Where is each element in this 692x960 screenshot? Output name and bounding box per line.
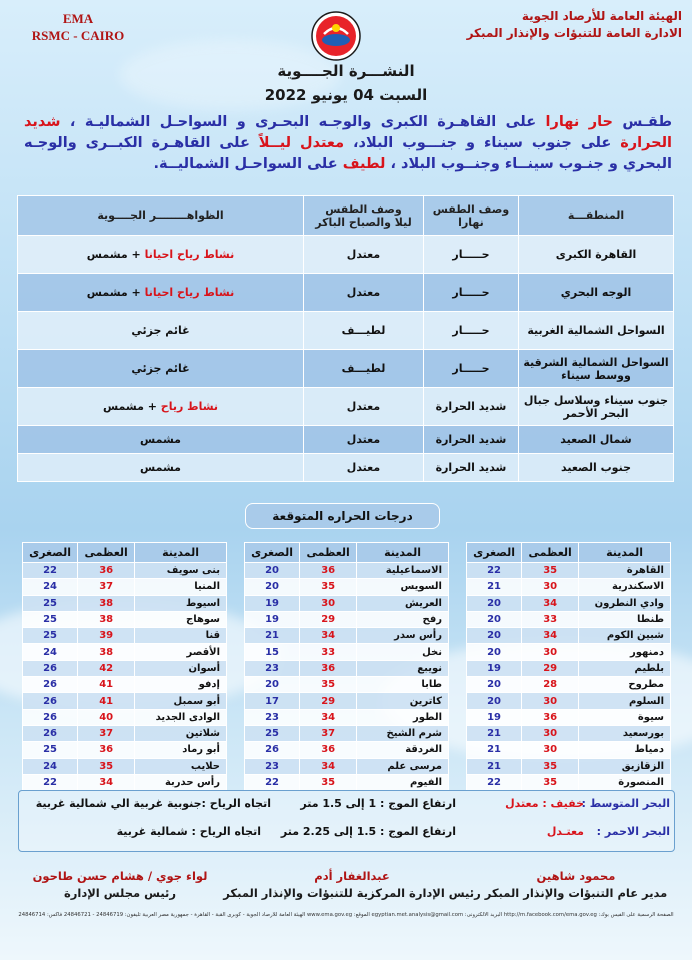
summary-highlight: حار نهارا xyxy=(545,114,613,130)
city-min-temp: 21 xyxy=(467,742,522,758)
col-header-city: المدينة xyxy=(579,543,671,563)
cell-day: شديد الحرارة xyxy=(424,426,519,454)
city-name: مرسى علم xyxy=(357,758,449,774)
col-header-region: المنطقـــة xyxy=(519,196,674,236)
temps-header-row xyxy=(467,543,671,563)
city-name: طنطا xyxy=(579,611,671,627)
city-max-temp: 34 xyxy=(522,595,579,611)
city-name: أبو سمبل xyxy=(135,693,227,709)
table-row xyxy=(18,454,674,482)
header-rsmc: RSMC - CAIRO xyxy=(31,28,125,43)
city-max-temp: 34 xyxy=(78,774,135,790)
city-name: المنيا xyxy=(135,579,227,595)
sea-wind-red: اتجاه الرياح : شمالية غربية xyxy=(116,825,261,838)
header-authority: الهيئة العامة للأرصاد الجوية xyxy=(521,9,682,23)
city-min-temp: 19 xyxy=(245,611,300,627)
city-min-temp: 20 xyxy=(467,628,522,644)
cell-night: لطيـــف xyxy=(304,312,424,350)
cell-day: حـــــار xyxy=(424,312,519,350)
summary-text: على السواحـل الشماليــة. xyxy=(153,156,343,172)
cell-day: حـــــار xyxy=(424,274,519,312)
sea-state-med: خفيف : معتدل xyxy=(505,797,584,810)
city-min-temp: 20 xyxy=(467,677,522,693)
city-row xyxy=(245,774,449,790)
sea-row-mediterranean xyxy=(19,797,676,823)
cell-phenomena xyxy=(18,426,304,454)
temps-table-left xyxy=(22,542,227,791)
city-min-temp: 25 xyxy=(23,742,78,758)
city-name: بنى سويف xyxy=(135,563,227,579)
city-row xyxy=(245,660,449,676)
city-min-temp: 19 xyxy=(245,595,300,611)
table-row xyxy=(18,274,674,312)
signature-block xyxy=(476,868,676,902)
city-max-temp: 41 xyxy=(78,677,135,693)
city-max-temp: 36 xyxy=(300,742,357,758)
city-max-temp: 39 xyxy=(78,628,135,644)
summary-text: على القاهـرة الكبرى والوجـه البحـرى و السواحـل الشماليـة ، xyxy=(60,114,546,130)
cell-day: شديد الحرارة xyxy=(424,388,519,426)
summary-highlight: شديد الحرارة xyxy=(24,114,673,151)
city-name: الوادى الجديد xyxy=(135,709,227,725)
city-min-temp: 19 xyxy=(467,709,522,725)
city-max-temp: 28 xyxy=(522,677,579,693)
city-name: الفيوم xyxy=(357,774,449,790)
city-row xyxy=(23,579,227,595)
weather-summary xyxy=(24,112,672,175)
city-max-temp: 38 xyxy=(78,595,135,611)
city-min-temp: 15 xyxy=(245,644,300,660)
city-min-temp: 20 xyxy=(467,611,522,627)
sea-name-red: البحر الاحمر : xyxy=(596,825,670,838)
city-name: شرم الشيخ xyxy=(357,725,449,741)
city-max-temp: 37 xyxy=(78,579,135,595)
city-row xyxy=(467,677,671,693)
temps-header-row xyxy=(245,543,449,563)
city-min-temp: 22 xyxy=(23,563,78,579)
col-header-max: العظمى xyxy=(78,543,135,563)
city-min-temp: 21 xyxy=(467,725,522,741)
city-name: شبين الكوم xyxy=(579,628,671,644)
city-min-temp: 21 xyxy=(245,628,300,644)
city-name: سوهاج xyxy=(135,611,227,627)
city-max-temp: 35 xyxy=(522,774,579,790)
city-max-temp: 29 xyxy=(300,693,357,709)
bulletin-date: السبت 04 يونيو 2022 xyxy=(264,86,428,104)
city-name: المنصورة xyxy=(579,774,671,790)
city-min-temp: 22 xyxy=(23,774,78,790)
phenomena-text: مشمس xyxy=(86,248,128,261)
city-row xyxy=(23,563,227,579)
city-name: الغردقة xyxy=(357,742,449,758)
city-max-temp: 35 xyxy=(522,758,579,774)
city-min-temp: 25 xyxy=(245,725,300,741)
city-max-temp: 30 xyxy=(522,742,579,758)
city-row xyxy=(23,677,227,693)
summary-highlight: لطيف xyxy=(342,156,386,172)
city-name: أبو رماد xyxy=(135,742,227,758)
city-min-temp: 20 xyxy=(467,693,522,709)
city-row xyxy=(245,677,449,693)
cell-phenomena xyxy=(18,236,304,274)
city-name: إدفو xyxy=(135,677,227,693)
city-max-temp: 40 xyxy=(78,709,135,725)
city-row xyxy=(23,742,227,758)
header-ema: EMA xyxy=(62,11,94,26)
city-name: السلوم xyxy=(579,693,671,709)
cell-region: القاهرة الكبرى xyxy=(519,236,674,274)
cell-night: معتدل xyxy=(304,388,424,426)
city-row xyxy=(245,579,449,595)
city-min-temp: 21 xyxy=(467,579,522,595)
city-name: أسوان xyxy=(135,660,227,676)
city-row xyxy=(467,742,671,758)
col-header-min: الصغرى xyxy=(467,543,522,563)
signature-name: محمود شاهين xyxy=(536,869,616,883)
sea-state-red: معتـدل xyxy=(546,825,584,838)
temps-table-middle xyxy=(244,542,449,791)
col-header-city: المدينة xyxy=(357,543,449,563)
summary-text: على جنوب سيناء و جنـــوب البلاد، xyxy=(344,135,621,151)
temps-header-row xyxy=(23,543,227,563)
city-row xyxy=(23,774,227,790)
city-min-temp: 22 xyxy=(467,563,522,579)
city-max-temp: 30 xyxy=(300,595,357,611)
city-row xyxy=(23,611,227,627)
city-name: دمياط xyxy=(579,742,671,758)
city-min-temp: 22 xyxy=(245,774,300,790)
sea-wave-med: ارتفاع الموج : 1 إلى 1.5 متر xyxy=(300,797,456,810)
cell-phenomena xyxy=(18,274,304,312)
city-row xyxy=(23,725,227,741)
city-max-temp: 35 xyxy=(300,677,357,693)
city-name: دمنهور xyxy=(579,644,671,660)
city-min-temp: 20 xyxy=(245,677,300,693)
col-header-night-line1: وصف الطقس xyxy=(325,202,402,216)
cell-region: السواحل الشمالية الغربية xyxy=(519,312,674,350)
city-row xyxy=(245,644,449,660)
cell-region: الوجه البحري xyxy=(519,274,674,312)
city-max-temp: 36 xyxy=(300,660,357,676)
city-max-temp: 34 xyxy=(522,628,579,644)
city-name: طابا xyxy=(357,677,449,693)
col-header-min: الصغرى xyxy=(245,543,300,563)
cell-phenomena xyxy=(18,312,304,350)
city-name: القاهرة xyxy=(579,563,671,579)
col-header-max: العظمى xyxy=(300,543,357,563)
col-header-min: الصغرى xyxy=(23,543,78,563)
city-max-temp: 30 xyxy=(522,644,579,660)
table-row xyxy=(18,350,674,388)
footer-contact: الصفحة الرسمية على الفيس بوك: http://m.facebook.com/ema.gov.eg البريد الالكترونى: egyptian.met.analysis@gmail.com الموقع: www.ema.gov.eg الهيئة العامة للأرصاد الجوية - كوبرى القبة - القاهرة - جمهورية مصر العربية تليفون: 24846719 - 24846721 فاكس: 24846714 xyxy=(18,912,674,918)
city-row xyxy=(245,628,449,644)
city-row xyxy=(23,758,227,774)
summary-highlight: معتدل ليــلاً xyxy=(258,135,345,151)
city-min-temp: 20 xyxy=(245,563,300,579)
table-row xyxy=(18,388,674,426)
city-row xyxy=(245,725,449,741)
header-org-ar xyxy=(467,8,682,42)
city-min-temp: 23 xyxy=(245,758,300,774)
col-header-night xyxy=(304,196,424,236)
phenomena-text: غائم جزئي xyxy=(131,324,190,337)
city-row xyxy=(467,611,671,627)
city-min-temp: 24 xyxy=(23,579,78,595)
cell-day: شديد الحرارة xyxy=(424,454,519,482)
cell-day: حـــــار xyxy=(424,236,519,274)
city-row xyxy=(23,693,227,709)
city-max-temp: 42 xyxy=(78,660,135,676)
signature-title: مدير عام التنبؤات والإنذار المبكر xyxy=(484,886,668,900)
city-max-temp: 36 xyxy=(78,563,135,579)
city-row xyxy=(467,595,671,611)
table-header-row xyxy=(18,196,674,236)
city-name: رأس سدر xyxy=(357,628,449,644)
city-name: حلايب xyxy=(135,758,227,774)
city-max-temp: 37 xyxy=(78,725,135,741)
city-min-temp: 19 xyxy=(467,660,522,676)
city-min-temp: 21 xyxy=(467,758,522,774)
cell-region: جنوب الصعيد xyxy=(519,454,674,482)
city-min-temp: 26 xyxy=(23,677,78,693)
summary-text: على القاهـرة الكبــرى والوجـه البحري و جنـوب سينــاء وجنــوب البلاد ، xyxy=(24,135,672,172)
col-header-phenomena: الظواهــــــــر الجــــوية xyxy=(18,196,304,236)
table-row xyxy=(18,312,674,350)
cell-phenomena xyxy=(18,388,304,426)
city-max-temp: 41 xyxy=(78,693,135,709)
city-max-temp: 34 xyxy=(300,628,357,644)
city-min-temp: 24 xyxy=(23,758,78,774)
city-row xyxy=(467,579,671,595)
temps-table-right xyxy=(466,542,671,791)
city-row xyxy=(23,709,227,725)
regional-forecast-table xyxy=(17,195,674,482)
cell-phenomena xyxy=(18,350,304,388)
city-max-temp: 38 xyxy=(78,611,135,627)
city-max-temp: 35 xyxy=(300,774,357,790)
city-name: سيوة xyxy=(579,709,671,725)
city-row xyxy=(245,611,449,627)
city-row xyxy=(245,563,449,579)
city-max-temp: 30 xyxy=(522,693,579,709)
city-row xyxy=(467,709,671,725)
city-row xyxy=(245,595,449,611)
city-max-temp: 35 xyxy=(522,563,579,579)
city-min-temp: 23 xyxy=(245,709,300,725)
city-row xyxy=(23,644,227,660)
city-min-temp: 20 xyxy=(467,644,522,660)
city-max-temp: 36 xyxy=(300,563,357,579)
city-max-temp: 34 xyxy=(300,709,357,725)
temps-caption: درجات الحراره المتوقعة xyxy=(245,503,440,529)
cell-night: معتدل xyxy=(304,236,424,274)
table-row xyxy=(18,236,674,274)
cell-phenomena xyxy=(18,454,304,482)
city-min-temp: 25 xyxy=(23,611,78,627)
city-max-temp: 36 xyxy=(522,709,579,725)
cell-region: جنوب سيناء وسلاسل جبال البحر الأحمر xyxy=(519,388,674,426)
cell-night: لطيـــف xyxy=(304,350,424,388)
city-max-temp: 29 xyxy=(522,660,579,676)
phenomena-warning: نشاط رياح احيانا xyxy=(144,248,235,261)
city-row xyxy=(245,709,449,725)
phenomena-text: غائم جزئي xyxy=(131,362,190,375)
city-row xyxy=(467,693,671,709)
cell-night: معتدل xyxy=(304,426,424,454)
city-min-temp: 25 xyxy=(23,595,78,611)
phenomena-text: مشمس xyxy=(140,433,181,446)
city-row xyxy=(245,758,449,774)
city-min-temp: 22 xyxy=(467,774,522,790)
city-row xyxy=(467,774,671,790)
city-max-temp: 35 xyxy=(78,758,135,774)
city-name: بلطيم xyxy=(579,660,671,676)
col-header-day: وصف الطقس نهارا xyxy=(424,196,519,236)
col-header-city: المدينة xyxy=(135,543,227,563)
phenomena-plus: + xyxy=(143,400,161,413)
col-header-max: العظمى xyxy=(522,543,579,563)
city-max-temp: 29 xyxy=(300,611,357,627)
city-name: السويس xyxy=(357,579,449,595)
city-name: نويبع xyxy=(357,660,449,676)
city-name: الأقصر xyxy=(135,644,227,660)
sea-conditions xyxy=(18,790,675,852)
phenomena-plus: + xyxy=(127,286,145,299)
city-max-temp: 35 xyxy=(300,579,357,595)
bulletin-title: النشـــرة الجــــوية xyxy=(277,62,415,80)
city-min-temp: 17 xyxy=(245,693,300,709)
city-row xyxy=(23,595,227,611)
signature-name: لواء جوي / هشام حسن طاحون xyxy=(32,869,208,883)
city-row xyxy=(467,660,671,676)
ema-logo xyxy=(306,10,366,62)
city-row xyxy=(467,563,671,579)
city-name: العريش xyxy=(357,595,449,611)
cell-night: معتدل xyxy=(304,454,424,482)
city-min-temp: 25 xyxy=(23,628,78,644)
city-name: رأس حدربة xyxy=(135,774,227,790)
table-row xyxy=(18,426,674,454)
signature-title: رئيس الإدارة المركزية للتنبؤات والإنذار المبكر xyxy=(223,886,481,900)
city-row xyxy=(467,758,671,774)
city-name: مطروح xyxy=(579,677,671,693)
city-min-temp: 26 xyxy=(23,709,78,725)
city-name: الاسماعيلية xyxy=(357,563,449,579)
signature-block xyxy=(222,868,482,902)
city-row xyxy=(23,660,227,676)
sea-wave-red: ارتفاع الموج : 1.5 إلى 2.25 متر xyxy=(280,825,456,838)
city-max-temp: 37 xyxy=(300,725,357,741)
city-row xyxy=(23,628,227,644)
signature-name: عبدالغفار أدم xyxy=(314,869,390,883)
signature-title: رئيس مجلس الإدارة xyxy=(63,886,176,900)
city-min-temp: 20 xyxy=(245,579,300,595)
phenomena-plus: + xyxy=(127,248,145,261)
phenomena-warning: نشاط رياح احيانا xyxy=(144,286,235,299)
header-org-en xyxy=(28,10,128,44)
phenomena-warning: نشاط رياح xyxy=(160,400,219,413)
city-max-temp: 30 xyxy=(522,725,579,741)
signature-block xyxy=(20,868,220,902)
city-row xyxy=(245,693,449,709)
phenomena-text: مشمس xyxy=(102,400,144,413)
city-min-temp: 26 xyxy=(23,660,78,676)
city-row xyxy=(467,725,671,741)
city-name: الطور xyxy=(357,709,449,725)
summary-text: طقـس xyxy=(613,114,672,130)
cell-region: شمال الصعيد xyxy=(519,426,674,454)
city-row xyxy=(245,742,449,758)
city-max-temp: 33 xyxy=(522,611,579,627)
city-name: الزقازيق xyxy=(579,758,671,774)
city-max-temp: 30 xyxy=(522,579,579,595)
city-min-temp: 20 xyxy=(467,595,522,611)
city-name: كاترين xyxy=(357,693,449,709)
city-row xyxy=(467,644,671,660)
city-name: شلاتين xyxy=(135,725,227,741)
sea-name-med: البحر المتوسط : xyxy=(581,797,670,810)
cell-day: حـــــار xyxy=(424,350,519,388)
cell-night: معتدل xyxy=(304,274,424,312)
city-name: قنا xyxy=(135,628,227,644)
city-name: اسيوط xyxy=(135,595,227,611)
city-min-temp: 26 xyxy=(245,742,300,758)
city-name: بورسعيد xyxy=(579,725,671,741)
city-max-temp: 36 xyxy=(78,742,135,758)
city-min-temp: 23 xyxy=(245,660,300,676)
city-min-temp: 26 xyxy=(23,725,78,741)
city-name: وادي النطرون xyxy=(579,595,671,611)
city-max-temp: 34 xyxy=(300,758,357,774)
city-name: رفح xyxy=(357,611,449,627)
city-min-temp: 26 xyxy=(23,693,78,709)
sea-row-red xyxy=(19,825,676,851)
header-department: الادارة العامة للتنبؤات والإنذار المبكر xyxy=(466,26,682,40)
col-header-night-line2: ليلا والصباح الباكر xyxy=(315,215,412,229)
city-name: الاسكندرية xyxy=(579,579,671,595)
city-max-temp: 38 xyxy=(78,644,135,660)
city-name: نخل xyxy=(357,644,449,660)
sea-wind-med: اتجاه الرياح :جنوبية غربية الي شمالية غربية xyxy=(35,797,271,810)
phenomena-text: مشمس xyxy=(140,461,181,474)
cell-region: السواحل الشمالية الشرقية ووسط سيناء xyxy=(519,350,674,388)
city-row xyxy=(467,628,671,644)
phenomena-text: مشمس xyxy=(86,286,128,299)
city-max-temp: 33 xyxy=(300,644,357,660)
city-min-temp: 24 xyxy=(23,644,78,660)
